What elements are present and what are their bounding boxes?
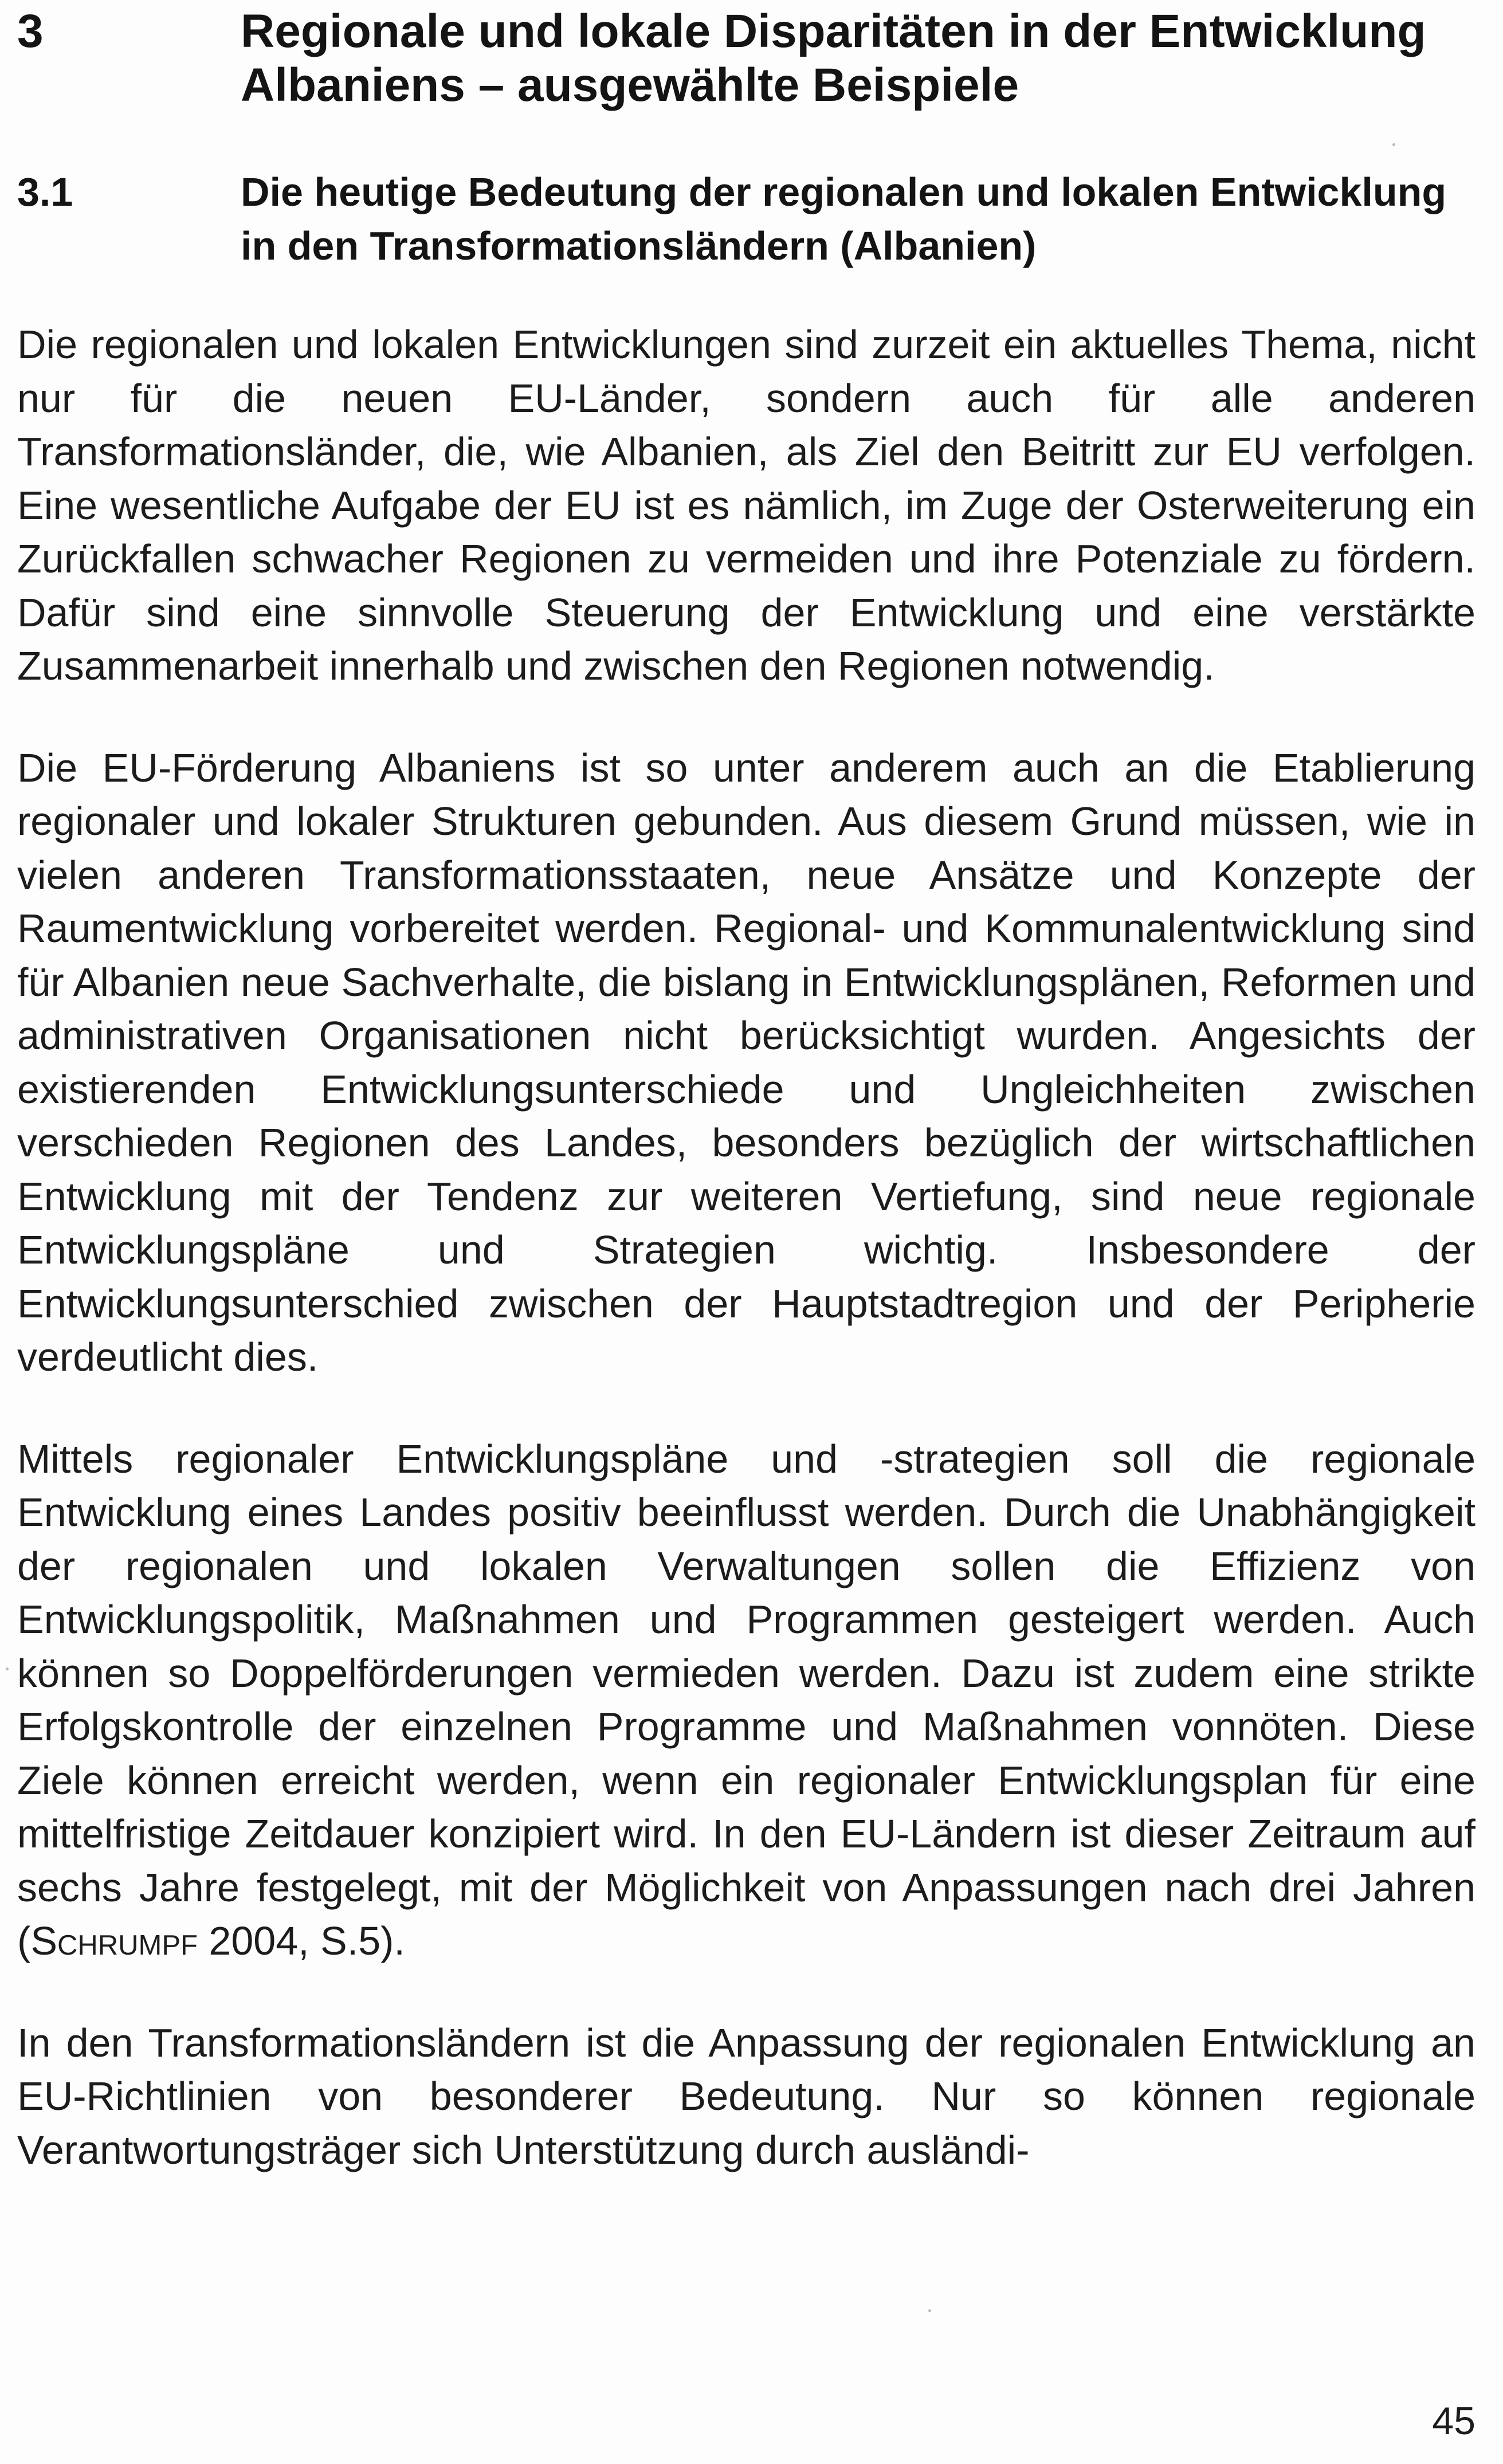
body-text xyxy=(17,318,1475,2225)
paragraph-3-text: Mittels regionaler Entwicklungspläne und -strategien soll die regionale Entwicklung eines Landes positiv beeinflusst werden. Durch die Unabhängigkeit der regionalen und lokalen Verwaltungen sollen die Effizienz von Entwicklungspolitik, Maßnahmen und Programmen gesteigert werden. Auch können so Doppelförderungen vermieden werden. Dazu ist zudem eine strikte Erfolgskontrolle der einzelnen Programme und Maßnahmen vonnöten. Diese Ziele können erreicht werden, wenn ein regionaler Entwicklungsplan für eine mittelfristige Zeitdauer konzipiert wird. In den EU-Ländern ist dieser Zeitraum auf sechs Jahre festgelegt, mit der Möglichkeit von Anpassungen nach drei Jahren xyxy=(17,1436,1475,1910)
citation-rest: 2004, S.5). xyxy=(197,1918,405,1963)
section-heading xyxy=(17,5,1484,112)
citation-open: ( xyxy=(17,1918,31,1963)
section-title: Regionale und lokale Disparitäten in der Entwicklung Albaniens – ausgewählte Beispiele xyxy=(241,5,1426,111)
paragraph-3 xyxy=(17,1433,1475,1968)
scan-speck xyxy=(928,2309,931,2312)
scan-speck xyxy=(1392,143,1395,146)
paragraph-1: Die regionalen und lokalen Entwicklungen sind zurzeit ein aktuelles Thema, nicht nur für die neuen EU-Länder, sondern auch für alle anderen Transformationsländer, die, wie Albanien, als Ziel den Beitritt zur EU verfolgen. Eine wesentliche Aufgabe der EU ist es nämlich, im Zuge der Osterweiterung ein Zurückfallen schwacher Regionen zu vermeiden und ihre Potenziale zu fördern. Dafür sind eine sinnvolle Steuerung der Entwicklung und eine verstärkte Zusammenarbeit innerhalb und zwischen den Regionen notwendig. xyxy=(17,322,1475,688)
subsection-title: Die heutige Bedeutung der regionalen und lokalen Entwicklung in den Transformationsländern (Albanien) xyxy=(241,170,1447,268)
subsection-heading xyxy=(17,165,1484,273)
scan-speck xyxy=(6,1667,9,1670)
paragraph-2: Die EU-Förderung Albaniens ist so unter anderem auch an die Etablierung regionaler und lokaler Strukturen gebunden. Aus diesem Grund müssen, wie in vielen anderen Transformationsstaaten, neue Ansätze und Konzepte der Raumentwicklung vorbereitet werden. Regional- und Kommunalentwicklung sind für Albanien neue Sachverhalte, die bislang in Entwicklungsplänen, Reformen und administrativen Organisationen nicht berücksichtigt wurden. Angesichts der existierenden Entwicklungsunterschiede und Ungleichheiten zwischen verschieden Regionen des Landes, besonders bezüglich der wirtschaftlichen Entwicklung mit der Tendenz zur weiteren Vertiefung, sind neue regionale Entwicklungspläne und Strategien wichtig. Insbesondere der Entwicklungsunterschied zwischen der Hauptstadtregion und der Peripherie verdeutlicht dies. xyxy=(17,745,1475,1379)
page-number: 45 xyxy=(1432,2399,1475,2443)
paragraph-4: In den Transformationsländern ist die Anpassung der regionalen Entwicklung an EU-Richtlinien von besonderer Bedeutung. Nur so können regionale Verantwortungsträger sich Unterstützung durch ausländi- xyxy=(17,2020,1475,2172)
section-number: 3 xyxy=(17,5,44,57)
citation-author: Schrumpf xyxy=(30,1918,198,1963)
subsection-number: 3.1 xyxy=(17,170,73,214)
